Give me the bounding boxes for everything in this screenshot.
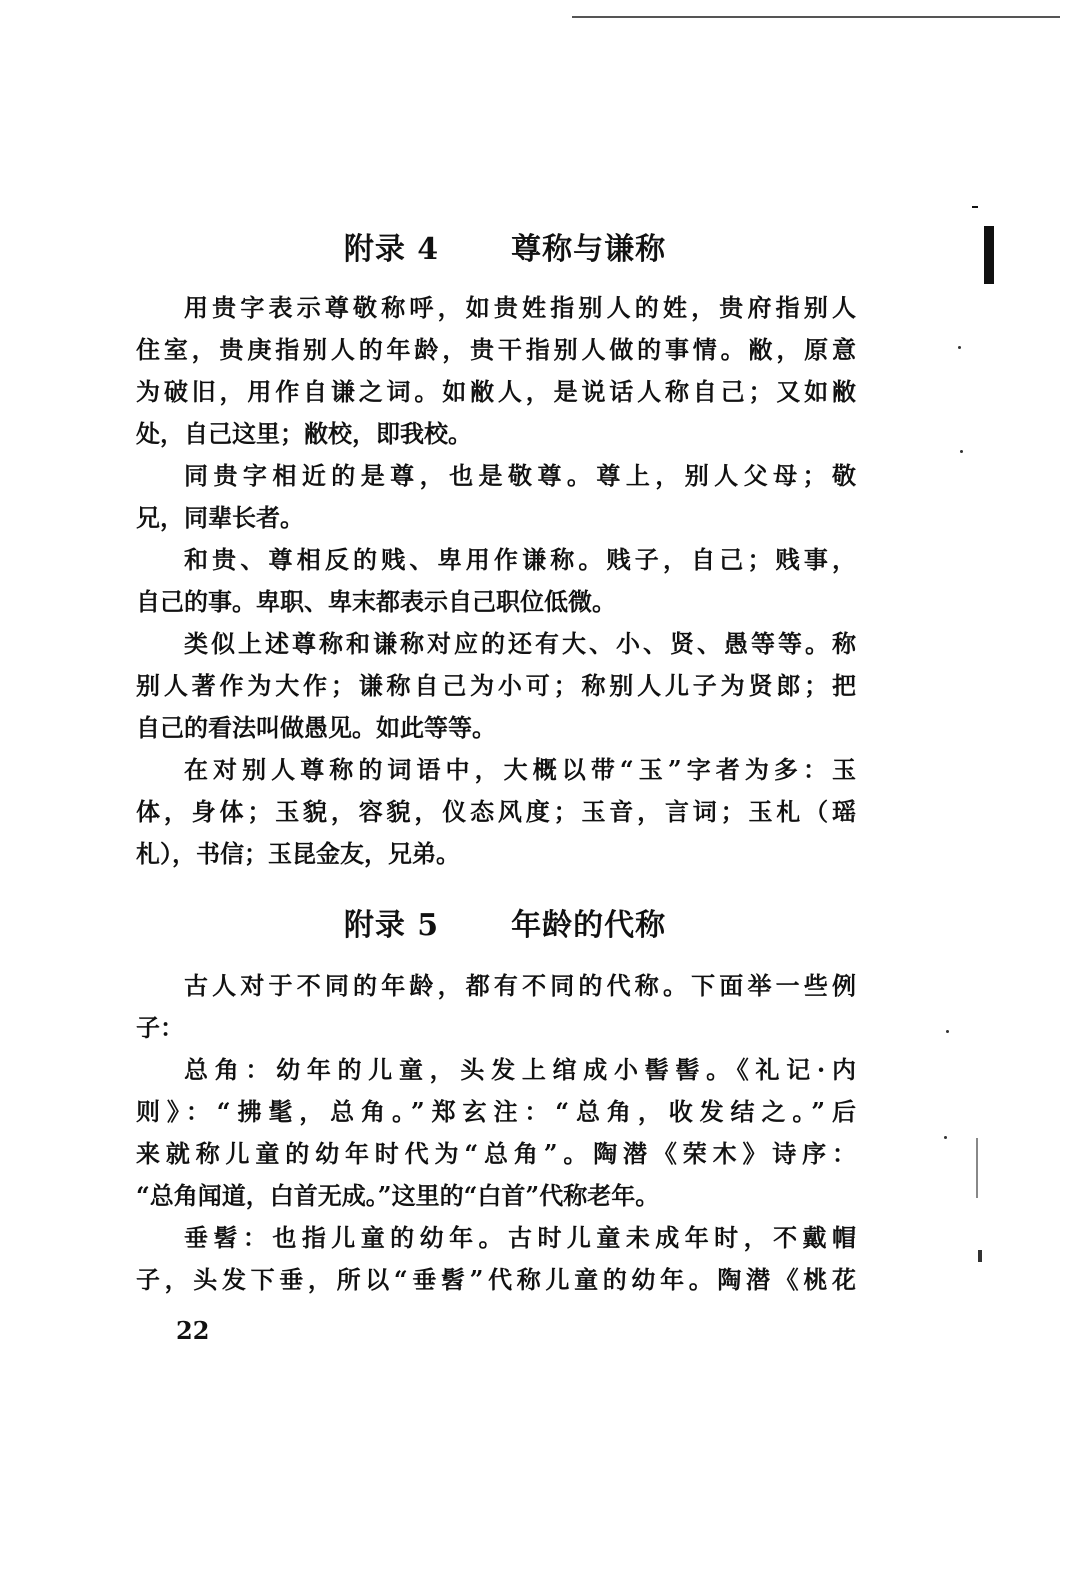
- paragraph-line: 为破旧，用作自谦之词。如敝人，是说话人称自己；又如敝: [136, 377, 856, 406]
- paragraph-line: 总角：幼年的儿童，头发上绾成小髻髻。《礼记·内: [184, 1055, 856, 1084]
- appendix-4-title: 尊称与谦称: [511, 232, 667, 267]
- paragraph-line: 住室，贵庚指别人的年龄，贵干指别人做的事情。敝，原意: [136, 335, 856, 364]
- scan-speck: [946, 1030, 949, 1033]
- paragraph-line: 类似上述尊称和谦称对应的还有大、小、贤、愚等等。称: [184, 629, 856, 658]
- appendix-4-heading: [0, 224, 1010, 268]
- paragraph-line: 垂髫：也指儿童的幼年。古时儿童未成年时，不戴帽: [184, 1223, 856, 1252]
- page-number: 22: [176, 1316, 210, 1345]
- scan-speck: [944, 1136, 947, 1139]
- paragraph-line: “总角闻道，白首无成。”这里的“白首”代称老年。: [136, 1181, 660, 1210]
- appendix-5-title: 年龄的代称: [511, 908, 667, 943]
- paragraph-line: 子：: [136, 1013, 184, 1042]
- scan-top-rule: [572, 16, 1060, 18]
- paragraph-line: 处，自己这里；敝校，即我校。: [136, 419, 472, 448]
- paragraph-line: 来就称儿童的幼年时代为“总角”。陶潜《荣木》诗序：: [136, 1139, 856, 1168]
- appendix-5-number: 附录 5: [343, 908, 440, 943]
- paragraph-line: 古人对于不同的年龄，都有不同的代称。下面举一些例: [184, 971, 856, 1000]
- appendix-5-heading: [0, 900, 1010, 944]
- scan-speck: [978, 1250, 982, 1262]
- scan-speck: [960, 450, 963, 453]
- paragraph-line: 体，身体；玉貌，容貌，仪态风度；玉音，言词；玉札（瑶: [136, 797, 856, 826]
- paragraph-line: 别人著作为大作；谦称自己为小可；称别人儿子为贤郎；把: [136, 671, 856, 700]
- paragraph-line: 则》：“拂髦，总角。”郑玄注：“总角，收发结之。”后: [136, 1097, 856, 1126]
- scan-edge-mark: [972, 206, 978, 208]
- paragraph-line: 子，头发下垂，所以“垂髫”代称儿童的幼年。陶潜《桃花: [136, 1265, 856, 1294]
- paragraph-line: 自己的事。卑职、卑末都表示自己职位低微。: [136, 587, 616, 616]
- scan-speck: [976, 1138, 978, 1198]
- paragraph-line: 兄，同辈长者。: [136, 503, 304, 532]
- appendix-4-number: 附录 4: [343, 232, 440, 267]
- paragraph-line: 札），书信；玉昆金友，兄弟。: [136, 839, 460, 868]
- scan-speck: [958, 346, 961, 349]
- paragraph-line: 同贵字相近的是尊，也是敬尊。尊上，别人父母；敬: [184, 461, 856, 490]
- paragraph-line: 用贵字表示尊敬称呼，如贵姓指别人的姓，贵府指别人: [184, 293, 856, 322]
- paragraph-line: 自己的看法叫做愚见。如此等等。: [136, 713, 496, 742]
- paragraph-line: 和贵、尊相反的贱、卑用作谦称。贱子，自己；贱事，: [184, 545, 856, 574]
- paragraph-line: 在对别人尊称的词语中，大概以带“玉”字者为多：玉: [184, 755, 856, 784]
